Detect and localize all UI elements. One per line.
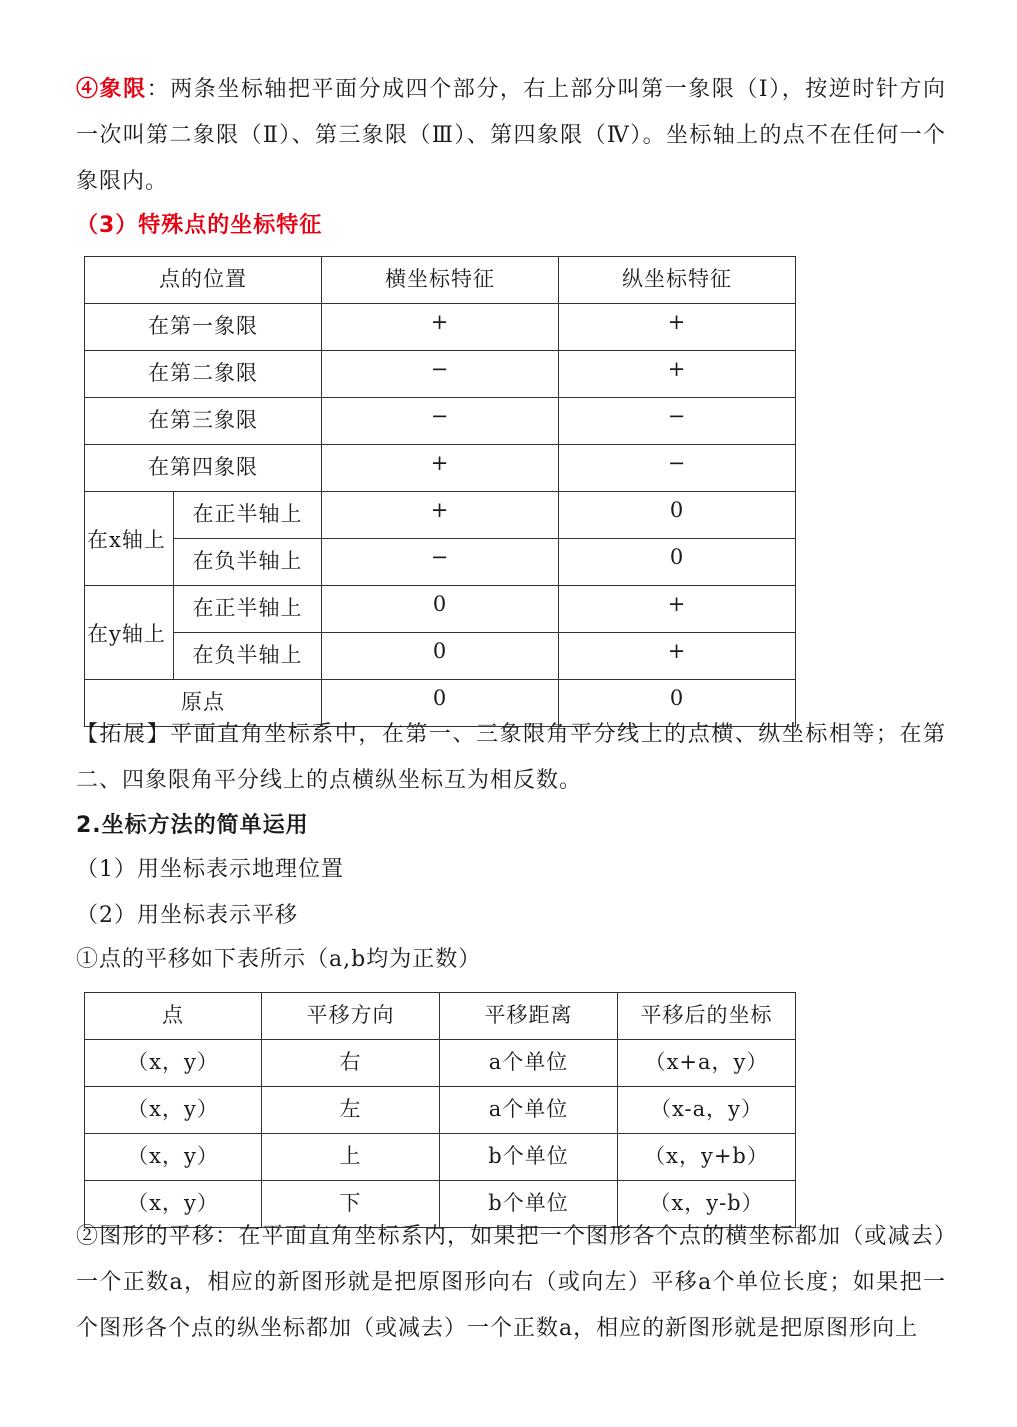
table-row: [85, 586, 796, 633]
y-axis-group-cell: 在y轴上: [85, 586, 174, 680]
table-cell: 在第四象限: [85, 445, 322, 492]
table-cell: 下: [262, 1181, 440, 1228]
table-cell: −: [322, 398, 559, 445]
table-cell: 原点: [85, 680, 322, 727]
table-cell: 在负半轴上: [174, 539, 322, 586]
table-cell: +: [559, 586, 796, 633]
table-row: [85, 633, 796, 680]
table-cell: −: [322, 351, 559, 398]
table-cell: （x+a，y）: [618, 1040, 796, 1087]
table-header-cell: 平移后的坐标: [618, 993, 796, 1040]
table-cell: −: [559, 445, 796, 492]
table-cell: −: [559, 398, 796, 445]
table-cell: 0: [559, 492, 796, 539]
table-header-cell: 横坐标特征: [322, 257, 559, 304]
table-row: [85, 304, 796, 351]
table-cell: +: [322, 445, 559, 492]
table-header-cell: 平移方向: [262, 993, 440, 1040]
table-row: [85, 1134, 796, 1181]
table-cell: 在第一象限: [85, 304, 322, 351]
extension-paragraph: 【拓展】平面直角坐标系中，在第一、三象限角平分线上的点横、纵坐标相等；在第二、四象限角平分线上的点横纵坐标互为相反数。: [76, 722, 946, 793]
table-cell: 右: [262, 1040, 440, 1087]
point-translation-table: [84, 992, 796, 1228]
table-cell: 在正半轴上: [174, 492, 322, 539]
table-row: [85, 351, 796, 398]
table-cell: +: [559, 304, 796, 351]
table-header-row: [85, 257, 796, 304]
point-translation-intro: ①点的平移如下表所示（a,b均为正数）: [76, 947, 482, 972]
quadrant-paragraph: [76, 66, 946, 205]
table-cell: +: [559, 351, 796, 398]
table-cell: b个单位: [440, 1134, 618, 1181]
table-cell: 左: [262, 1087, 440, 1134]
table-cell: a个单位: [440, 1040, 618, 1087]
table-cell: （x，y）: [85, 1181, 262, 1228]
table-cell: （x，y）: [85, 1087, 262, 1134]
table-header-cell: 点的位置: [85, 257, 322, 304]
table-row: [85, 398, 796, 445]
x-axis-group-cell: 在x轴上: [85, 492, 174, 586]
subsection-translation: （2）用坐标表示平移: [76, 903, 298, 928]
special-points-table: [84, 256, 796, 727]
quadrant-text: ：两条坐标轴把平面分成四个部分，右上部分叫第一象限（Ⅰ），按逆时针方向一次叫第二象限（Ⅱ）、第三象限（Ⅲ）、第四象限（Ⅳ）。坐标轴上的点不在任何一个象限内。: [76, 77, 946, 194]
table-cell: 在第二象限: [85, 351, 322, 398]
shape-translation-paragraph: ②图形的平移：在平面直角坐标系内，如果把一个图形各个点的横坐标都加（或减去）一个正数a，相应的新图形就是把原图形向右（或向左）平移a个单位长度；如果把一个图形各个点的纵坐标都加（或减去）一个正数a，相应的新图形就是把原图形向上: [76, 1224, 946, 1341]
quadrant-marker: ④象限: [76, 76, 147, 102]
table-row: [85, 492, 796, 539]
table-row: [85, 1040, 796, 1087]
table-cell: −: [322, 539, 559, 586]
table-row: [85, 539, 796, 586]
table-cell: 0: [322, 680, 559, 727]
section2-heading: 2.坐标方法的简单运用: [76, 813, 309, 838]
table-header-cell: 纵坐标特征: [559, 257, 796, 304]
table-cell: a个单位: [440, 1087, 618, 1134]
table-header-row: [85, 993, 796, 1040]
table-cell: b个单位: [440, 1181, 618, 1228]
table-cell: 0: [559, 539, 796, 586]
table-cell: 在负半轴上: [174, 633, 322, 680]
table-cell: （x，y）: [85, 1040, 262, 1087]
table-cell: （x-a，y）: [618, 1087, 796, 1134]
table-cell: 0: [322, 586, 559, 633]
table-row: [85, 1087, 796, 1134]
table-cell: （x，y）: [85, 1134, 262, 1181]
table-cell: +: [322, 492, 559, 539]
table-cell: （x，y+b）: [618, 1134, 796, 1181]
section3-heading: （3）特殊点的坐标特征: [76, 213, 323, 238]
table-cell: 0: [322, 633, 559, 680]
table-cell: 在第三象限: [85, 398, 322, 445]
table-cell: +: [322, 304, 559, 351]
table-row: [85, 445, 796, 492]
table-cell: 0: [559, 680, 796, 727]
table-cell: +: [559, 633, 796, 680]
table-cell: （x，y-b）: [618, 1181, 796, 1228]
table-cell: 在正半轴上: [174, 586, 322, 633]
subsection-geo-position: （1）用坐标表示地理位置: [76, 857, 344, 882]
table-header-cell: 点: [85, 993, 262, 1040]
table-cell: 上: [262, 1134, 440, 1181]
table-header-cell: 平移距离: [440, 993, 618, 1040]
